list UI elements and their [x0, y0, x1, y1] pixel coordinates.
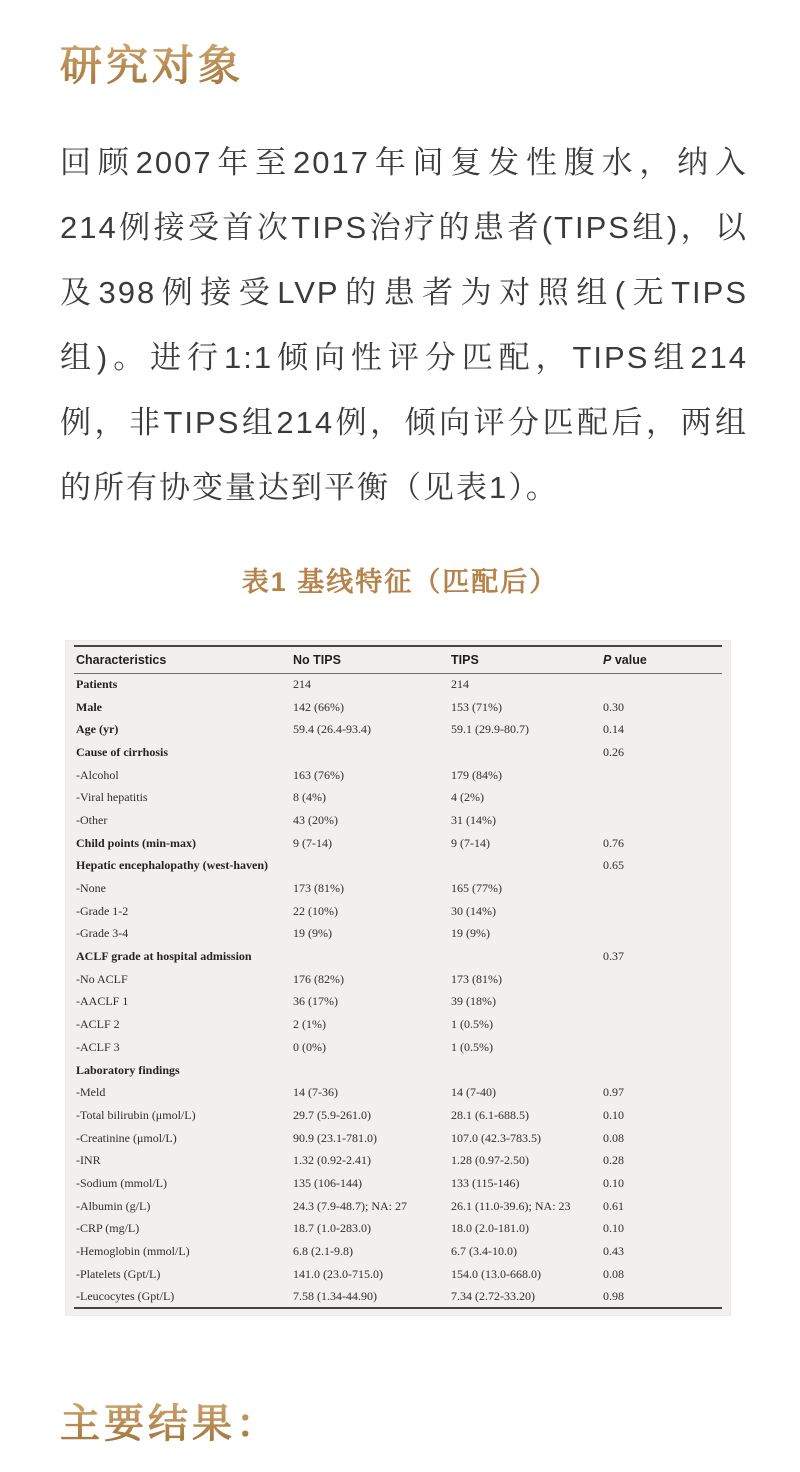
- cell-characteristic: ACLF grade at hospital admission: [76, 949, 252, 964]
- cell-no-tips: 14 (7-36): [293, 1085, 338, 1100]
- cell-no-tips: 214: [293, 677, 311, 692]
- cell-p-value: [601, 1013, 722, 1036]
- cell-no-tips: [291, 855, 449, 878]
- cell-characteristic: -Albumin (g/L): [76, 1198, 151, 1213]
- cell-characteristic: -Hemoglobin (mmol/L): [76, 1244, 190, 1259]
- cell-no-tips: 163 (76%): [293, 767, 344, 782]
- table-row: [74, 900, 722, 923]
- cell-no-tips: 135 (106-144): [293, 1175, 362, 1190]
- table-row: [74, 1195, 722, 1218]
- cell-tips: 59.1 (29.9-80.7): [451, 722, 529, 737]
- cell-tips: 7.34 (2.72-33.20): [451, 1288, 535, 1303]
- cell-no-tips: 142 (66%): [293, 699, 344, 714]
- cell-characteristic: Hepatic encephalopathy (west-haven): [76, 858, 268, 873]
- cell-characteristic: -CRP (mg/L): [76, 1221, 140, 1236]
- cell-tips: 30 (14%): [451, 903, 496, 918]
- table-row: [74, 718, 722, 741]
- cell-characteristic: -None: [76, 881, 106, 896]
- cell-no-tips: 9 (7-14): [293, 835, 332, 850]
- cell-no-tips: 141.0 (23.0-715.0): [293, 1266, 383, 1281]
- cell-tips: 214: [451, 677, 469, 692]
- cell-tips: [449, 855, 601, 878]
- cell-p-value: [601, 809, 722, 832]
- cell-p-value: 0.14: [603, 722, 624, 737]
- cell-no-tips: 173 (81%): [293, 881, 344, 896]
- cell-no-tips: [291, 945, 449, 968]
- table-row: [74, 1036, 722, 1059]
- cell-no-tips: 176 (82%): [293, 971, 344, 986]
- cell-p-value: 0.28: [603, 1153, 624, 1168]
- header-tips: TIPS: [449, 646, 601, 673]
- cell-p-value: 0.43: [603, 1244, 624, 1259]
- table-row: [74, 945, 722, 968]
- cell-p-value: 0.97: [603, 1085, 624, 1100]
- cell-p-value: [601, 991, 722, 1014]
- table-row: [74, 1104, 722, 1127]
- section-title-main-results: 主要结果：: [60, 1392, 280, 1449]
- cell-tips: 18.0 (2.0-181.0): [451, 1221, 529, 1236]
- table-row: [74, 809, 722, 832]
- table-row: [74, 673, 722, 696]
- table-row: [74, 1127, 722, 1150]
- cell-no-tips: [291, 741, 449, 764]
- paragraph-line: 214例接受首次TIPS治疗的患者(TIPS组)，以: [60, 210, 748, 245]
- table-row: [74, 741, 722, 764]
- cell-p-value: 0.98: [603, 1288, 624, 1303]
- cell-tips: 6.7 (3.4-10.0): [451, 1244, 517, 1259]
- cell-p-value: 0.10: [603, 1107, 624, 1122]
- study-description-paragraph: [60, 130, 748, 520]
- cell-tips: 1 (0.5%): [451, 1017, 493, 1032]
- table-row: [74, 1172, 722, 1195]
- cell-tips: 165 (77%): [451, 881, 502, 896]
- cell-characteristic: -AACLF 1: [76, 994, 129, 1009]
- table-row: [74, 764, 722, 787]
- cell-no-tips: 24.3 (7.9-48.7); NA: 27: [293, 1198, 407, 1213]
- cell-tips: 31 (14%): [451, 812, 496, 827]
- cell-tips: 1.28 (0.97-2.50): [451, 1153, 529, 1168]
- cell-p-value: [601, 786, 722, 809]
- cell-characteristic: -Meld: [76, 1085, 106, 1100]
- cell-characteristic: -ACLF 2: [76, 1017, 120, 1032]
- cell-characteristic: Cause of cirrhosis: [76, 744, 168, 759]
- cell-no-tips: 29.7 (5.9-261.0): [293, 1107, 371, 1122]
- cell-characteristic: -Viral hepatitis: [76, 790, 148, 805]
- cell-no-tips: 22 (10%): [293, 903, 338, 918]
- cell-tips: [449, 741, 601, 764]
- cell-p-value: 0.65: [603, 858, 624, 873]
- table-row: [74, 1240, 722, 1263]
- cell-tips: 153 (71%): [451, 699, 502, 714]
- cell-p-value: [601, 1059, 722, 1082]
- cell-p-value: 0.08: [603, 1266, 624, 1281]
- cell-no-tips: 36 (17%): [293, 994, 338, 1009]
- cell-characteristic: -INR: [76, 1153, 101, 1168]
- cell-tips: 154.0 (13.0-668.0): [451, 1266, 541, 1281]
- table-caption: 表1 基线特征（匹配后）: [241, 567, 559, 597]
- table-row: [74, 968, 722, 991]
- cell-p-value: [601, 900, 722, 923]
- table-row: [74, 696, 722, 719]
- cell-tips: 26.1 (11.0-39.6); NA: 23: [451, 1198, 571, 1213]
- cell-tips: 179 (84%): [451, 767, 502, 782]
- cell-tips: [449, 1059, 601, 1082]
- cell-no-tips: 1.32 (0.92-2.41): [293, 1153, 371, 1168]
- cell-characteristic: Laboratory findings: [76, 1062, 180, 1077]
- paragraph-line: 组)。进行1:1倾向性评分匹配，TIPS组214: [60, 340, 748, 375]
- cell-characteristic: -Grade 3-4: [76, 926, 129, 941]
- cell-no-tips: 43 (20%): [293, 812, 338, 827]
- cell-no-tips: 18.7 (1.0-283.0): [293, 1221, 371, 1236]
- cell-p-value: [601, 923, 722, 946]
- cell-tips: 28.1 (6.1-688.5): [451, 1107, 529, 1122]
- cell-no-tips: 8 (4%): [293, 790, 326, 805]
- table-row: [74, 923, 722, 946]
- table-row: [74, 1286, 722, 1309]
- cell-no-tips: 2 (1%): [293, 1017, 326, 1032]
- table-row: [74, 832, 722, 855]
- cell-p-value: [601, 968, 722, 991]
- table-row: [74, 877, 722, 900]
- cell-characteristic: -Sodium (mmol/L): [76, 1175, 167, 1190]
- cell-p-value: [601, 673, 722, 696]
- cell-no-tips: 90.9 (23.1-781.0): [293, 1130, 377, 1145]
- table-body: [74, 673, 722, 1308]
- header-no-tips: No TIPS: [291, 646, 449, 673]
- table-row: [74, 1013, 722, 1036]
- cell-no-tips: [291, 1059, 449, 1082]
- cell-tips: 19 (9%): [451, 926, 490, 941]
- table-row: [74, 1059, 722, 1082]
- cell-characteristic: -ACLF 3: [76, 1039, 120, 1054]
- paragraph-line: 回顾2007年至2017年间复发性腹水，纳入: [60, 145, 748, 180]
- cell-p-value: 0.37: [603, 949, 624, 964]
- cell-tips: 9 (7-14): [451, 835, 490, 850]
- section-title-research-subjects: 研究对象: [60, 33, 244, 93]
- cell-p-value: 0.26: [603, 744, 624, 759]
- table-row: [74, 1081, 722, 1104]
- cell-tips: [449, 945, 601, 968]
- cell-p-value: 0.61: [603, 1198, 624, 1213]
- cell-characteristic: Age (yr): [76, 722, 119, 737]
- table-header-row: [74, 646, 722, 673]
- cell-no-tips: 0 (0%): [293, 1039, 326, 1054]
- table-row: [74, 991, 722, 1014]
- cell-characteristic: Patients: [76, 677, 118, 692]
- cell-characteristic: -Total bilirubin (μmol/L): [76, 1107, 196, 1122]
- table-row: [74, 1218, 722, 1241]
- cell-no-tips: 6.8 (2.1-9.8): [293, 1244, 353, 1259]
- cell-tips: 133 (115-146): [451, 1175, 520, 1190]
- cell-tips: 39 (18%): [451, 994, 496, 1009]
- cell-characteristic: Male: [76, 699, 102, 714]
- cell-tips: 173 (81%): [451, 971, 502, 986]
- cell-characteristic: -Alcohol: [76, 767, 119, 782]
- cell-p-value: 0.08: [603, 1130, 624, 1145]
- cell-characteristic: -Creatinine (μmol/L): [76, 1130, 177, 1145]
- table-row: [74, 855, 722, 878]
- paragraph-line: 的所有协变量达到平衡（见表1）。: [60, 470, 559, 505]
- table-row: [74, 1149, 722, 1172]
- table-row: [74, 786, 722, 809]
- cell-characteristic: -No ACLF: [76, 971, 128, 986]
- header-p-value: P value: [601, 646, 722, 673]
- cell-no-tips: 7.58 (1.34-44.90): [293, 1288, 377, 1303]
- cell-tips: 1 (0.5%): [451, 1039, 493, 1054]
- cell-p-value: 0.30: [603, 699, 624, 714]
- cell-tips: 14 (7-40): [451, 1085, 496, 1100]
- cell-characteristic: -Leucocytes (Gpt/L): [76, 1288, 175, 1303]
- cell-p-value: 0.76: [603, 835, 624, 850]
- cell-characteristic: -Other: [76, 812, 108, 827]
- cell-p-value: 0.10: [603, 1221, 624, 1236]
- header-characteristics: Characteristics: [74, 646, 291, 673]
- paragraph-line: 及398例接受LVP的患者为对照组(无TIPS: [60, 275, 748, 310]
- cell-p-value: [601, 877, 722, 900]
- cell-no-tips: 59.4 (26.4-93.4): [293, 722, 371, 737]
- paragraph-line: 例，非TIPS组214例，倾向评分匹配后，两组: [60, 405, 748, 440]
- cell-no-tips: 19 (9%): [293, 926, 332, 941]
- cell-characteristic: Child points (min-max): [76, 835, 197, 850]
- cell-characteristic: -Grade 1-2: [76, 903, 129, 918]
- cell-characteristic: -Platelets (Gpt/L): [76, 1266, 161, 1281]
- cell-p-value: 0.10: [603, 1175, 624, 1190]
- baseline-characteristics-table: [74, 645, 722, 1309]
- baseline-characteristics-table-panel: [65, 640, 731, 1316]
- cell-p-value: [601, 1036, 722, 1059]
- cell-tips: 4 (2%): [451, 790, 484, 805]
- cell-p-value: [601, 764, 722, 787]
- cell-tips: 107.0 (42.3-783.5): [451, 1130, 541, 1145]
- table-row: [74, 1263, 722, 1286]
